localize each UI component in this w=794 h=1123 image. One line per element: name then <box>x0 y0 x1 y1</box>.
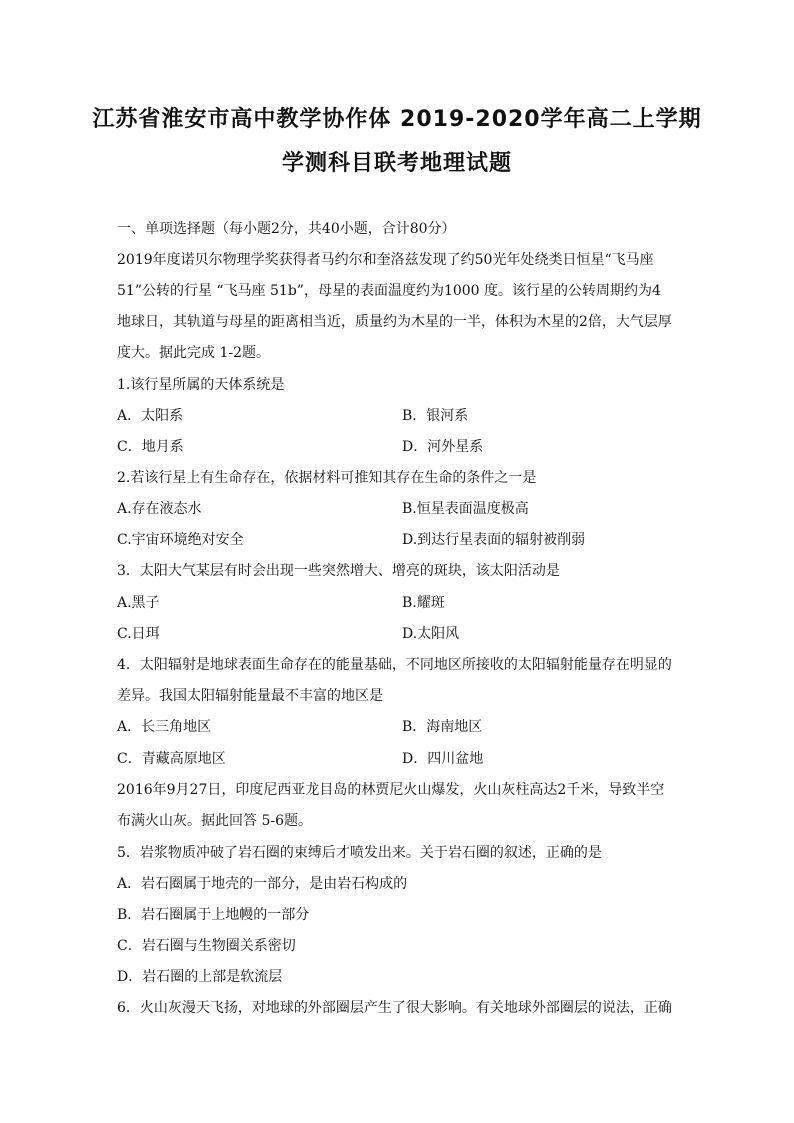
question-5-stem: 5．岩浆物质冲破了岩石圈的束缚后才喷发出来。关于岩石圈的叙述，正确的是 <box>117 845 602 861</box>
question-1-stem: 1.该行星所属的天体系统是 <box>117 377 285 393</box>
passage-1-line-3: 地球日，其轨道与母星的距离相当近，质量约为木星的一半，体积为木星的2倍，大气层厚 <box>117 314 672 330</box>
question-2-stem: 2.若该行星上有生命存在，依据材料可推知其存在生命的条件之一是 <box>117 470 537 486</box>
question-3-option-b: B.耀斑 <box>402 595 445 611</box>
question-1-option-c: C．地月系 <box>117 439 184 455</box>
passage-1-line-4: 度大。据此完成 1-2题。 <box>117 345 270 361</box>
question-1-option-b: B．银河系 <box>402 408 469 424</box>
question-4-stem-line-2: 差异。我国太阳辐射能量最不丰富的地区是 <box>117 688 383 704</box>
document-title-line-2: 学测科目联考地理试题 <box>281 151 512 176</box>
question-5-option-d: D．岩石圈的上部是软流层 <box>117 969 283 985</box>
question-3-stem: 3．太阳大气某层有时会出现一些突然增大、增亮的斑块，该太阳活动是 <box>117 563 560 579</box>
passage-1-line-2: 51”公转的行星 “飞马座 51b”，母星的表面温度约为1000 度。该行星的公转周期约为4 <box>117 283 661 299</box>
question-6-stem: 6．火山灰漫天飞扬，对地球的外部圈层产生了很大影响。有关地球外部圈层的说法，正确 <box>117 1000 672 1016</box>
question-3-option-a: A.黑子 <box>117 595 160 611</box>
question-5-option-b: B．岩石圈属于上地幔的一部分 <box>117 907 310 923</box>
question-4-option-b: B．海南地区 <box>402 719 483 735</box>
question-2-option-b: B.恒星表面温度极高 <box>402 501 529 517</box>
question-2-option-a: A.存在液态水 <box>117 501 202 517</box>
passage-2-line-1: 2016年9月27日，印度尼西亚龙目岛的林贾尼火山爆发，火山灰柱高达2千米，导致半空 <box>117 782 665 798</box>
question-4-stem-line-1: 4．太阳辐射是地球表面生命存在的能量基础，不同地区所接收的太阳辐射能量存在明显的 <box>117 657 672 673</box>
question-5-option-a: A．岩石圈属于地壳的一部分，是由岩石构成的 <box>117 876 408 892</box>
question-3-option-c: C.日珥 <box>117 626 160 642</box>
question-5-option-c: C．岩石圈与生物圈关系密切 <box>117 938 296 954</box>
document-title-line-1: 江苏省淮安市高中教学协作体 2019-2020学年高二上学期 <box>92 107 702 132</box>
question-4-option-c: C．青藏高原地区 <box>117 751 226 767</box>
passage-1-line-1: 2019年度诺贝尔物理学奖获得者马约尔和奎洛兹发现了约50光年处绕类日恒星“飞马座 <box>117 252 654 268</box>
question-1-option-d: D．河外星系 <box>402 439 484 455</box>
question-2-option-c: C.宇宙环境绝对安全 <box>117 532 244 548</box>
section-heading: 一、单项选择题（每小题2分，共40小题，合计80分） <box>117 221 456 237</box>
question-1-option-a: A．太阳系 <box>117 408 184 424</box>
question-4-option-d: D．四川盆地 <box>402 751 484 767</box>
passage-2-line-2: 布满火山灰。据此回答 5-6题。 <box>117 813 312 829</box>
question-3-option-d: D.太阳风 <box>402 626 460 642</box>
question-4-option-a: A．长三角地区 <box>117 719 212 735</box>
question-2-option-d: D.到达行星表面的辐射被削弱 <box>402 532 586 548</box>
